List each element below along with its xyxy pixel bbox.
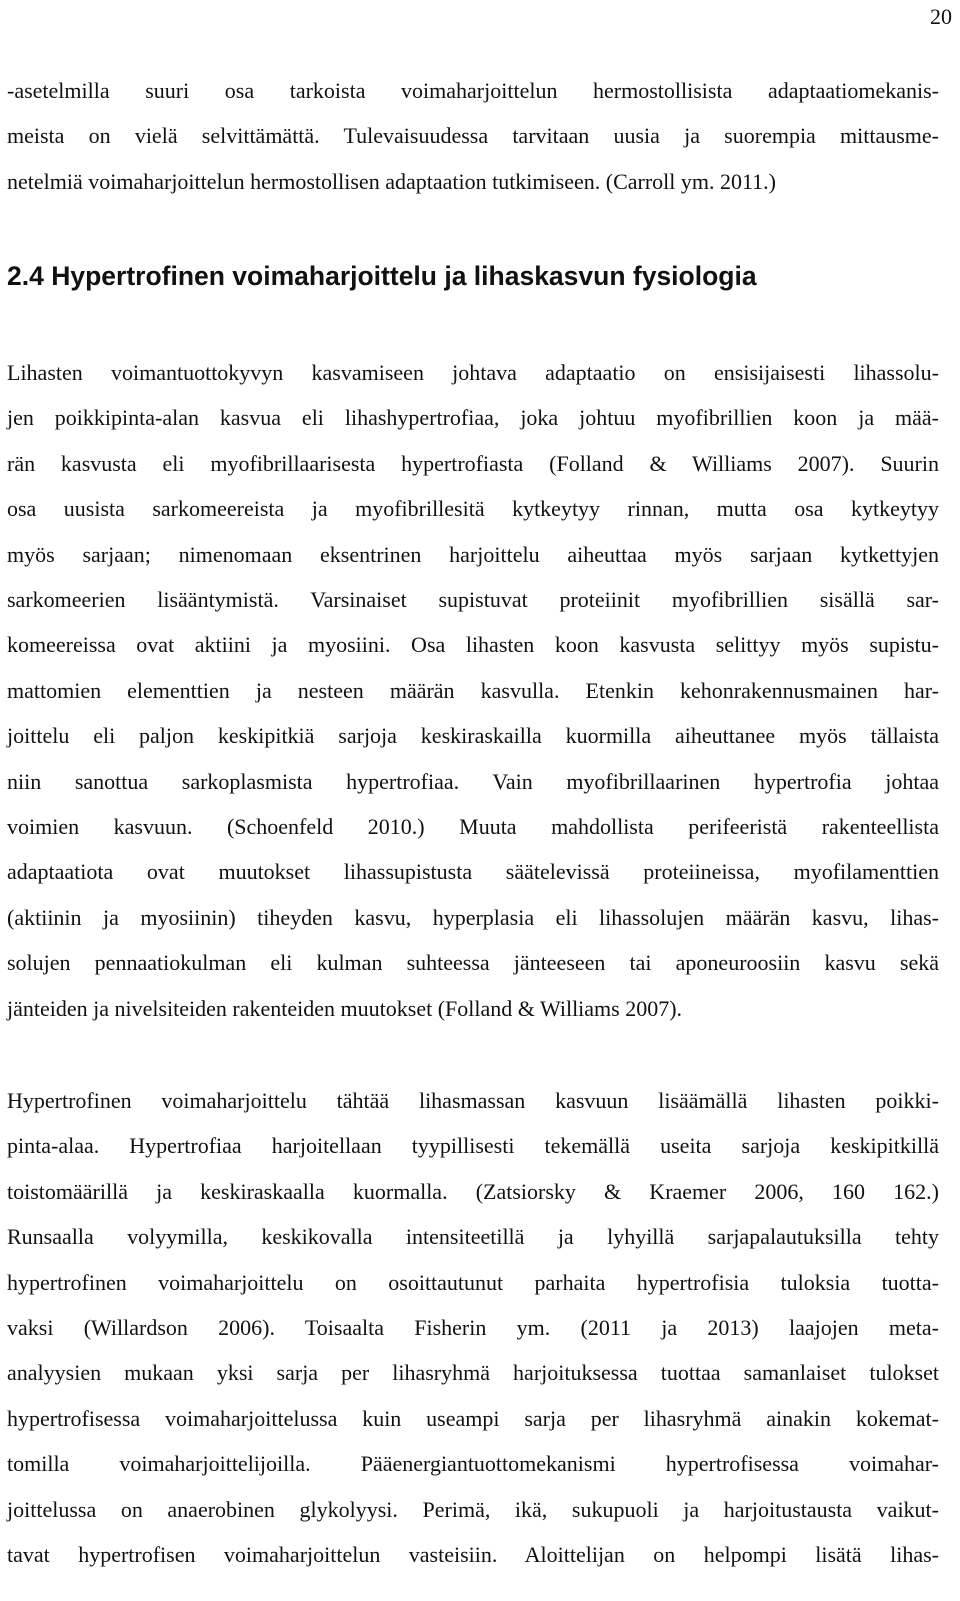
text-line: adaptaatiota ovat muutokset lihassupistusta säätelevissä proteiineissa, myofilamenttien: [7, 859, 939, 885]
paragraph-intro: [7, 68, 939, 204]
text-line: jänteiden ja nivelsiteiden rakenteiden muutokset (Folland & Williams 2007).: [7, 995, 683, 1021]
text-line: analyysien mukaan yksi sarja per lihasryhmä harjoituksessa tuottaa samanlaiset tulokset: [7, 1360, 939, 1386]
text-line: myös sarjaan; nimenomaan eksentrinen harjoittelu aiheuttaa myös sarjaan kytkettyjen: [7, 541, 939, 567]
text-line: (aktiinin ja myosiinin) tiheyden kasvu, hyperplasia eli lihassolujen määrän kasvu, lihas-: [7, 904, 939, 930]
text-line: netelmiä voimaharjoittelun hermostollisen adaptaation tutkimiseen. (Carroll ym. 2011.): [7, 168, 777, 194]
text-line: rän kasvusta eli myofibrillaarisesta hypertrofiasta (Folland & Williams 2007). Suurin: [7, 450, 939, 476]
text-line: hypertrofisessa voimaharjoittelussa kuin useampi sarja per lihasryhmä ainakin kokemat-: [7, 1405, 939, 1431]
section-heading: 2.4 Hypertrofinen voimaharjoittelu ja lihaskasvun fysiologia: [7, 261, 757, 291]
text-line: Runsaalla volyymilla, keskikovalla intensiteetillä ja lyhyillä sarjapalautuksilla tehty: [7, 1224, 939, 1250]
text-line: Hypertrofinen voimaharjoittelu tähtää lihasmassan kasvuun lisäämällä lihasten poikki-: [7, 1088, 939, 1113]
text-line: voimien kasvuun. (Schoenfeld 2010.) Muuta mahdollista perifeeristä rakenteellista: [7, 814, 939, 840]
text-line: osa uusista sarkomeereista ja myofibrillesitä kytkeytyy rinnan, mutta osa kytkeytyy: [7, 496, 939, 522]
text-line: komeereissa ovat aktiini ja myosiini. Osa lihasten koon kasvusta selittyy myös supistu-: [7, 632, 939, 658]
text-line: joittelu eli paljon keskipitkiä sarjoja keskiraskailla kuormilla aiheuttanee myös tällaista: [7, 723, 939, 749]
text-line: mattomien elementtien ja nesteen määrän kasvulla. Etenkin kehonrakennusmainen har-: [7, 677, 939, 703]
text-line: toistomäärillä ja keskiraskaalla kuormalla. (Zatsiorsky & Kraemer 2006, 160 162.): [7, 1178, 939, 1204]
paragraph-hypertrophic-training: [7, 1078, 939, 1577]
text-line: niin sanottua sarkoplasmista hypertrofiaa. Vain myofibrillaarinen hypertrofia johtaa: [7, 768, 939, 794]
text-line: -asetelmilla suuri osa tarkoista voimaharjoittelun hermostollisista adaptaatiomekanis-: [7, 78, 939, 103]
text-line: hypertrofinen voimaharjoittelu on osoittautunut parhaita hypertrofisia tuloksia tuotta-: [7, 1269, 939, 1295]
text-line: vaksi (Willardson 2006). Toisaalta Fisherin ym. (2011 ja 2013) laajojen meta-: [7, 1315, 939, 1341]
text-line: pinta-alaa. Hypertrofiaa harjoitellaan tyypillisesti tekemällä useita sarjoja keskipitkillä: [7, 1133, 939, 1159]
text-line: Lihasten voimantuottokyvyn kasvamiseen johtava adaptaatio on ensisijaisesti lihassolu-: [7, 360, 939, 385]
text-line: jen poikkipinta-alan kasvua eli lihashypertrofiaa, joka johtuu myofibrillien koon ja mää-: [7, 405, 939, 431]
paragraph-physiology: [7, 350, 939, 1031]
text-line: meista on vielä selvittämättä. Tulevaisuudessa tarvitaan uusia ja suorempia mittausme-: [7, 123, 939, 149]
text-line: sarkomeerien lisääntymistä. Varsinaiset supistuvat proteiinit myofibrillien sisällä sar-: [7, 587, 939, 613]
text-line: tavat hypertrofisen voimaharjoittelun vasteisiin. Aloittelijan on helpompi lisätä lihas-: [7, 1542, 939, 1568]
page-number: 20: [930, 4, 952, 29]
text-line: solujen pennaatiokulman eli kulman suhteessa jänteeseen tai aponeuroosiin kasvu sekä: [7, 950, 939, 976]
text-line: tomilla voimaharjoittelijoilla. Pääenergiantuottomekanismi hypertrofisessa voimahar-: [7, 1451, 939, 1477]
text-line: joittelussa on anaerobinen glykolyysi. Perimä, ikä, sukupuoli ja harjoitustausta vaikut-: [7, 1496, 939, 1522]
